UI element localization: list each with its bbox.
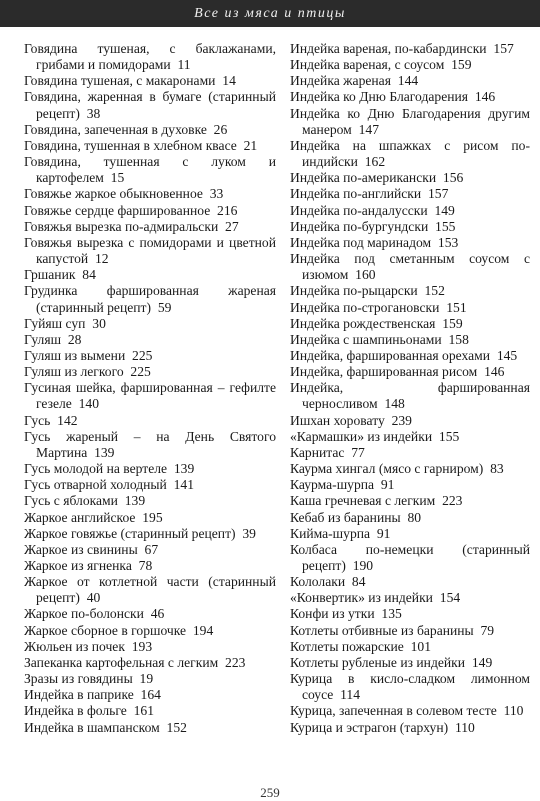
index-entry-title: Индейка по-андалусски	[290, 202, 428, 218]
index-entry	[24, 154, 276, 186]
index-entry-page: 156	[442, 170, 464, 186]
index-entry-title: Курица и эстрагон (тархун)	[290, 719, 449, 735]
index-entry	[290, 316, 530, 332]
index-entry-title: Котлеты отбивные из баранины	[290, 622, 474, 638]
index-entry-page: 139	[124, 493, 146, 509]
index-entry-page: 149	[434, 202, 455, 218]
running-header-title: Все из мяса и птицы	[194, 5, 346, 21]
index-entry	[24, 122, 276, 138]
index-entry	[24, 461, 276, 477]
index-entry-page: 157	[493, 41, 514, 56]
index-entry-title: Жаркое из ягненка	[24, 558, 132, 573]
index-entry-title: Говядина, тушенная с луком и картофелем	[24, 154, 276, 186]
index-entry-page: 139	[94, 444, 115, 460]
index-entry-page: 145	[496, 347, 518, 363]
index-entry	[24, 235, 276, 267]
index-entry	[24, 574, 276, 606]
index-entry	[290, 590, 530, 606]
index-entry-title: Индейка под сметанным соусом с изюмом	[290, 251, 530, 283]
index-entry	[24, 542, 276, 558]
index-entry-title: Карнитас	[290, 444, 345, 460]
index-entry-title: Запеканка картофельная с легким	[24, 654, 219, 670]
index-entry	[290, 186, 530, 202]
index-entry-page: 144	[397, 73, 419, 89]
index-entry-title: Жаркое от котлетной части (старинный рецепт)	[24, 574, 276, 606]
index-entry	[290, 703, 530, 719]
index-entry-page: 84	[82, 267, 96, 283]
index-entry-title: Котлеты пожарские	[290, 638, 404, 654]
index-entry	[24, 623, 276, 639]
index-entry-page: 26	[213, 121, 228, 137]
index-entry	[290, 57, 530, 73]
index-entry-page: 46	[150, 606, 165, 622]
index-entry-page: 83	[490, 461, 504, 477]
index-entry-page: 28	[67, 331, 82, 347]
index-entry	[24, 510, 276, 526]
index-entry-page: 160	[355, 267, 376, 283]
index-entry	[290, 510, 530, 526]
index-entry-title: Котлеты рубленые из индейки	[290, 654, 466, 670]
index-entry-page: 59	[157, 299, 172, 315]
index-entry	[24, 558, 276, 574]
index-entry-title: Индейка по-рыцарски	[290, 283, 418, 299]
index-entry-page: 40	[86, 590, 101, 606]
index-entry-page: 159	[442, 315, 463, 331]
index-entry	[24, 429, 276, 461]
index-entry	[290, 671, 530, 703]
index-entry-page: 27	[225, 218, 239, 234]
running-header	[0, 0, 540, 27]
index-entry-title: Говядина, запеченная в духовке	[24, 121, 207, 137]
index-entry-page: 67	[144, 541, 159, 557]
index-entry	[24, 413, 276, 429]
index-entry	[290, 235, 530, 251]
page-number: 259	[260, 785, 280, 800]
index-entry-title: Индейка в паприке	[24, 687, 134, 703]
index-entry-title: Жаркое английское	[24, 509, 136, 525]
index-entry-title: Индейка, фаршированная рисом	[290, 364, 478, 380]
index-entry-page: 38	[86, 105, 101, 121]
index-entry-page: 110	[454, 719, 475, 735]
index-entry	[290, 41, 530, 57]
index-entry	[290, 73, 530, 89]
index-entry-page: 153	[437, 234, 459, 250]
index-entry-page: 155	[438, 428, 460, 444]
index-entry-page: 161	[133, 703, 154, 719]
index-entry-page: 225	[132, 347, 153, 363]
index-entry	[290, 203, 530, 219]
index-entry-page: 195	[142, 509, 163, 525]
index-entry-title: Зразы из говядины	[24, 671, 133, 687]
index-entry	[290, 332, 530, 348]
index-entry-title: Жаркое сборное в горшочке	[24, 622, 187, 638]
index-entry-page: 33	[209, 186, 224, 202]
index-entry-page: 216	[217, 202, 238, 218]
index-entry	[24, 526, 276, 542]
index-entry-title: Курица в кисло-сладком лимонном соусе	[290, 671, 530, 703]
index-entry	[24, 380, 276, 412]
index-entry-page: 101	[410, 638, 431, 654]
index-entry-title: Гуляш из легкого	[24, 364, 124, 380]
index-entry-title: Гусь с яблоками	[24, 493, 118, 509]
index-entry-title: Индейка по-американски	[290, 170, 437, 186]
index-entry-page: 91	[380, 477, 395, 493]
index-entry-title: Говяжье жаркое обыкновенное	[24, 186, 203, 202]
index-entry-title: Гуляш из вымени	[24, 347, 126, 363]
index-entry	[290, 445, 530, 461]
index-entry-page: 154	[439, 590, 461, 606]
index-entry	[24, 687, 276, 703]
index-entry	[290, 526, 530, 542]
index-entry	[290, 493, 530, 509]
index-entry-page: 223	[225, 654, 246, 670]
index-entry-page: 39	[242, 525, 256, 541]
index-entry-page: 11	[177, 57, 191, 73]
index-entry	[24, 720, 276, 736]
index-entry	[290, 106, 530, 138]
index-entry-title: Колбаса по-немецки (старинный рецепт)	[290, 541, 530, 573]
index-entry-title: «Конвертик» из индейки	[290, 590, 433, 606]
index-entry	[24, 203, 276, 219]
index-entry	[24, 477, 276, 493]
index-entry-title: Индейка ко Дню Благодарения другим манером	[290, 105, 530, 137]
index-entry-title: Ишхан хоровату	[290, 412, 385, 428]
index-entry-page: 30	[92, 315, 106, 331]
index-entry-page: 151	[446, 299, 467, 315]
index-entry-title: Каурма хингал (мясо с гарниром)	[290, 461, 484, 477]
index-entry-page: 223	[442, 493, 463, 509]
index-entry-page: 194	[192, 622, 214, 638]
index-entry	[290, 655, 530, 671]
index-entry-title: Индейка на шпажках с рисом по-индийски	[290, 137, 530, 170]
index-entry-title: Индейка вареная, по-кабардински	[290, 41, 487, 56]
index-entry-title: Гусь	[24, 412, 51, 428]
index-entry	[290, 300, 530, 316]
index-entry-page: 79	[480, 622, 495, 638]
index-entry-title: Индейка ко Дню Благодарения	[290, 89, 469, 105]
index-entry-page: 157	[427, 186, 449, 202]
index-entry-title: Каурма-шурпа	[290, 477, 375, 493]
index-entry-page: 139	[173, 461, 195, 477]
index-entry-page: 140	[78, 396, 100, 412]
index-entry-page: 158	[448, 331, 469, 347]
index-entry-page: 146	[484, 364, 505, 380]
index-entry-page: 146	[474, 89, 496, 105]
index-entry-title: Кийма-шурпа	[290, 525, 371, 541]
index-entry-page: 135	[381, 606, 402, 622]
index-entry-title: Индейка, фаршированная орехами	[290, 347, 491, 363]
index-entry-title: Гуйяш суп	[24, 315, 86, 331]
index-entry	[290, 219, 530, 235]
index-entry-title: Индейка по-строгановски	[290, 299, 440, 315]
index-entry	[24, 332, 276, 348]
index-entry-page: 148	[384, 396, 405, 412]
index-entry-page: 12	[95, 251, 109, 267]
index-entry-page: 21	[243, 137, 258, 153]
index-entry	[290, 429, 530, 445]
index-entry-title: Индейка с шампиньонами	[290, 331, 442, 347]
index-entry-page: 84	[351, 574, 366, 590]
index-entry-page: 155	[435, 218, 456, 234]
index-entry-title: Говядина, тушенная в хлебном квасе	[24, 137, 237, 153]
index-entry-page: 190	[352, 558, 374, 573]
index-entry-page: 114	[340, 687, 361, 703]
index-entry	[24, 655, 276, 671]
index-entry-page: 159	[451, 57, 472, 73]
index-entry-title: Жаркое говяжье (старинный рецепт)	[24, 525, 236, 541]
index-entry-title: Индейка по-бургундски	[290, 218, 429, 234]
index-entry	[290, 89, 530, 105]
index-entry-page: 80	[407, 509, 422, 525]
index-entry	[290, 639, 530, 655]
index-entry	[24, 267, 276, 283]
index-entry	[290, 170, 530, 186]
index-entry-title: Говядина, жаренная в бумаге (старинный рецепт)	[24, 89, 276, 121]
index-entry	[24, 671, 276, 687]
index-entry	[24, 493, 276, 509]
index-entry-page: 152	[424, 283, 445, 299]
index-entry	[290, 364, 530, 380]
index-entry-title: Гусь жареный – на День Святого Мартина	[24, 428, 276, 460]
index-entry	[290, 606, 530, 622]
index-entry-title: Жаркое по-болонски	[24, 606, 144, 622]
index-entry	[24, 89, 276, 121]
index-entry	[290, 380, 530, 412]
index-entry-title: Гршаник	[24, 267, 76, 283]
index-entry	[290, 251, 530, 283]
index-entry	[290, 542, 530, 574]
index-entry-title: Гусиная шейка, фаршированная – гефилте гезеле	[24, 380, 276, 412]
index-entry-title: Индейка, фаршированная черносливом	[290, 380, 530, 412]
index-entry-title: Жюльен из почек	[24, 638, 125, 654]
index-entry-title: Кололаки	[290, 574, 346, 590]
index-entry	[290, 477, 530, 493]
index-entry	[24, 606, 276, 622]
index-entry-title: Гусь отварной холодный	[24, 477, 167, 493]
index-entry	[24, 283, 276, 315]
index-entry-title: Кебаб из баранины	[290, 509, 401, 525]
index-entry-title: Индейка в фольге	[24, 703, 127, 719]
index-entry-title: Жаркое из свинины	[24, 541, 138, 557]
index-entry	[24, 364, 276, 380]
index-column-left	[24, 41, 276, 736]
index-entry-title: Говяжья вырезка с помидорами и цветной капустой	[24, 234, 276, 267]
index-entry-page: 164	[140, 687, 161, 703]
index-entry-title: Индейка вареная, с соусом	[290, 57, 445, 73]
index-entry-title: Говяжье сердце фаршированное	[24, 202, 211, 218]
index-entry-page: 162	[364, 154, 386, 170]
index-entry-page: 147	[358, 121, 379, 137]
index-entry-title: Гусь молодой на вертеле	[24, 461, 168, 477]
index-entry	[290, 138, 530, 170]
index-entry	[290, 348, 530, 364]
index-entry	[24, 639, 276, 655]
index-entry-page: 91	[376, 525, 391, 541]
index-entry	[290, 413, 530, 429]
index-entry	[24, 138, 276, 154]
index-entry-title: Индейка в шампанском	[24, 719, 160, 735]
index-entry	[290, 720, 530, 736]
index-entry-page: 14	[222, 73, 236, 89]
index-entry	[24, 348, 276, 364]
index-entry	[290, 574, 530, 590]
index-entry-page: 149	[471, 654, 493, 670]
index-entry	[24, 73, 276, 89]
index-entry-title: Говядина тушеная, с макаронами	[24, 73, 216, 89]
index-entry	[290, 623, 530, 639]
index-entry-title: Каша гречневая с легким	[290, 493, 436, 509]
index-entry-page: 225	[130, 364, 151, 380]
index-entry-page: 78	[138, 558, 153, 573]
index-entry-page: 152	[166, 719, 187, 735]
index-entry-page: 15	[110, 170, 125, 186]
index-entry-page: 141	[173, 477, 195, 493]
index-entry	[24, 316, 276, 332]
index-entry-page: 239	[391, 412, 412, 428]
index-entry-page: 193	[131, 638, 153, 654]
index-entry	[290, 461, 530, 477]
index-entry-page: 19	[139, 671, 154, 687]
index-entry-title: Индейка рождественская	[290, 315, 436, 331]
index-entry-page: 110	[503, 703, 524, 719]
index-entry-title: Говядина тушеная, с баклажанами, грибами и помидорами	[24, 41, 276, 73]
index-entry-title: Грудинка фаршированная жареная (старинный рецепт)	[24, 283, 276, 315]
index-entry-title: Гуляш	[24, 331, 62, 347]
index-entry	[24, 219, 276, 235]
index-entry-title: Индейка по-английски	[290, 186, 422, 202]
index-entry	[24, 703, 276, 719]
index-entry-title: Курица, запеченная в солевом тесте	[290, 703, 497, 719]
index-entry-title: Говяжья вырезка по-адмиральски	[24, 218, 219, 234]
index-column-right	[290, 41, 530, 736]
index-entry	[24, 41, 276, 73]
index-entry-title: Индейка жареная	[290, 73, 391, 89]
index-entry-page: 77	[351, 444, 365, 460]
index-entry-title: «Кармашки» из индейки	[290, 428, 433, 444]
index-entry	[290, 283, 530, 299]
index-entry-page: 142	[57, 412, 78, 428]
index-entry-title: Индейка под маринадом	[290, 234, 432, 250]
index-entry	[24, 186, 276, 202]
index-entry-title: Конфи из утки	[290, 606, 375, 622]
